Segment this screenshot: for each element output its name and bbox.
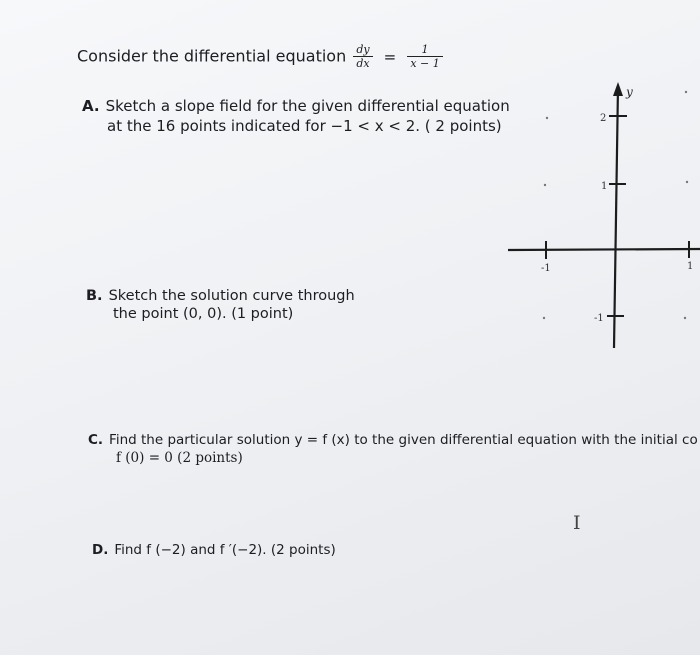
derivative-numerator: dy bbox=[356, 43, 370, 56]
grid-dot bbox=[686, 181, 688, 183]
part-a-line1: Sketch a slope field for the given differential equation bbox=[105, 97, 510, 115]
x-axis-line bbox=[508, 249, 700, 250]
derivative-fraction bbox=[353, 44, 372, 70]
problem-prompt bbox=[77, 44, 445, 70]
part-d bbox=[92, 542, 336, 558]
part-c-line2: f (0) = 0 (2 points) bbox=[116, 450, 243, 466]
grid-dot bbox=[543, 317, 545, 319]
part-b-letter: B. bbox=[86, 288, 103, 304]
x-tick-label-1: 1 bbox=[687, 261, 694, 272]
part-a-letter: A. bbox=[82, 97, 100, 115]
grid-dot bbox=[685, 91, 687, 93]
y-tick-label-1: 1 bbox=[601, 181, 608, 192]
y-tick-label-2: 2 bbox=[600, 113, 607, 124]
part-c bbox=[88, 432, 698, 466]
part-d-letter: D. bbox=[92, 542, 109, 558]
part-a-line2: at the 16 points indicated for −1 < x < 2. ( 2 points) bbox=[107, 117, 502, 135]
y-axis-arrowhead bbox=[613, 82, 623, 96]
equals-sign: = bbox=[383, 47, 397, 66]
text-cursor-icon: I bbox=[573, 512, 581, 534]
grid-dot bbox=[684, 317, 686, 319]
derivative-denominator: dx bbox=[353, 56, 372, 70]
y-tick-label-minus-1: -1 bbox=[594, 313, 604, 324]
part-c-letter: C. bbox=[88, 432, 104, 448]
grid-dot bbox=[546, 117, 548, 119]
part-b bbox=[86, 288, 355, 322]
grid-dot bbox=[544, 184, 546, 186]
x-tick-label-minus-1: -1 bbox=[541, 263, 551, 274]
y-axis-line bbox=[614, 86, 618, 348]
part-b-line1: Sketch the solution curve through bbox=[108, 288, 355, 304]
rhs-numerator: 1 bbox=[421, 43, 429, 56]
part-c-line1: Find the particular solution y = f (x) to the given differential equation with the initial co bbox=[109, 432, 698, 448]
part-d-line1: Find f (−2) and f ′(−2). (2 points) bbox=[114, 542, 336, 558]
part-b-line2: the point (0, 0). (1 point) bbox=[113, 306, 294, 322]
rhs-fraction bbox=[407, 44, 442, 70]
prompt-text: Consider the differential equation bbox=[77, 46, 347, 66]
coordinate-axes bbox=[500, 78, 700, 353]
y-axis-label: y bbox=[626, 85, 633, 99]
part-a bbox=[82, 97, 510, 135]
rhs-denominator: x − 1 bbox=[407, 56, 442, 70]
